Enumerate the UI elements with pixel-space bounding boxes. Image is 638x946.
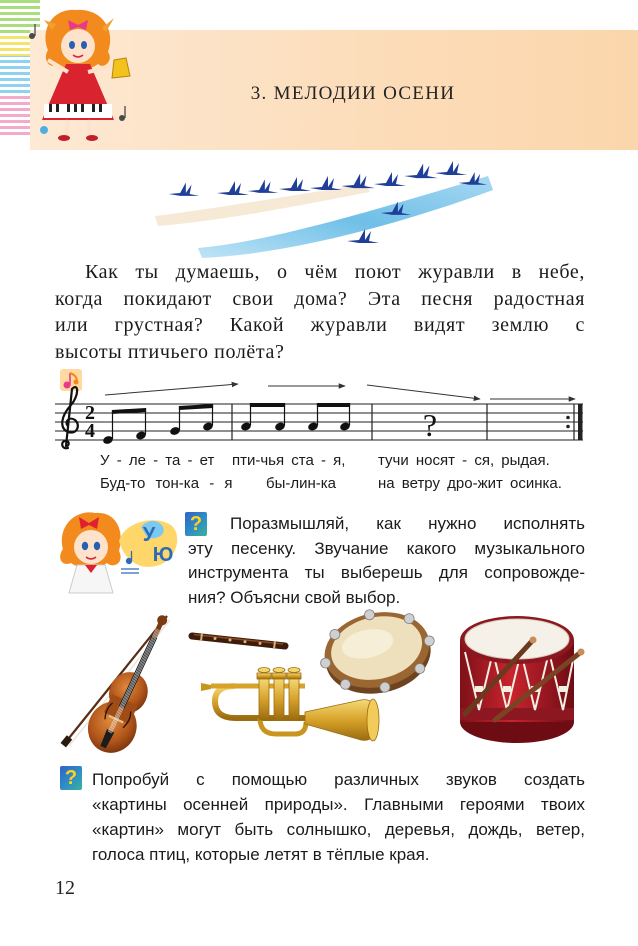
flying-cranes-icon	[150, 150, 495, 260]
page-number: 12	[55, 877, 75, 899]
lyric-fragment: бы-лин-ка	[266, 475, 337, 492]
question-icon: ?	[60, 766, 82, 790]
melody-direction-arrows	[105, 384, 575, 399]
question-line: голоса птиц, которые летят в тёплые края.	[92, 845, 430, 864]
treble-clef-icon	[62, 387, 78, 448]
badge-letter: Ю	[152, 544, 174, 566]
time-signature-bottom: 4	[85, 420, 95, 442]
crane-icon	[310, 176, 342, 190]
crane-icon	[374, 172, 406, 186]
music-staff	[50, 365, 595, 455]
girl-alphabet-icon	[55, 507, 183, 595]
violin-icon	[61, 606, 187, 761]
page-title: 3. МЕЛОДИИ ОСЕНИ	[250, 83, 456, 104]
crane-icon	[404, 163, 438, 178]
intro-paragraph	[55, 259, 585, 365]
arrow-up	[105, 384, 238, 395]
question-icon: ?	[185, 512, 207, 536]
question-line: инструмента ты выберешь для сопровожде-	[188, 563, 585, 582]
crane-icon	[169, 183, 199, 196]
intro-line: или грустная? Какой журавли видят землю с	[55, 314, 585, 336]
tambourine-icon	[312, 600, 443, 704]
arrow-down	[367, 385, 480, 399]
drum-icon	[460, 616, 585, 743]
question-line: «картины осенней природы». Главными героями твоих	[92, 795, 585, 814]
repeat-dot	[566, 416, 570, 420]
final-bar-thick	[578, 404, 583, 440]
question-line: эту песенку. Звучание какого музыкального	[188, 538, 585, 558]
question-line: Поразмышляй, как нужно исполнять	[230, 514, 585, 533]
badge-letter: У	[142, 524, 156, 546]
melody-notes	[102, 403, 351, 445]
intro-line: высоты птичьего полёта?	[55, 340, 285, 363]
question-line: «картин» могут быть солнышко, деревья, дождь, ветер,	[92, 820, 585, 839]
note-beam	[317, 403, 350, 407]
question-line: ния? Объясни свой выбор.	[188, 587, 401, 607]
intro-line: Как ты думаешь, о чём поют журавли в небе,	[85, 261, 585, 283]
question-line: Попробуй с помощью различных звуков создать	[92, 770, 585, 789]
girl-musician-icon	[18, 0, 138, 145]
crane-icon	[341, 173, 375, 188]
question-2-text	[92, 767, 585, 867]
lyric-fragment: У - ле - та - ет	[100, 452, 215, 469]
crane-icon	[279, 177, 311, 191]
lyric-fragment: тучи носят - ся, рыдая.	[378, 452, 550, 469]
crane-icon	[435, 161, 467, 175]
instruments-illustration	[55, 600, 595, 765]
flute-icon	[192, 633, 285, 649]
lyric-fragment: на ветру дро-жит осинка.	[378, 475, 562, 492]
crane-icon	[217, 181, 249, 195]
lyric-fragment: пти-чья ста - я,	[232, 452, 346, 469]
note-beam	[179, 404, 213, 410]
intro-line: когда покидают свои дома? Эта песня радостная	[55, 287, 585, 310]
missing-melody-mark: ?	[422, 407, 438, 443]
question-1-text	[188, 512, 585, 610]
time-signature-top: 2	[85, 402, 95, 424]
repeat-dot	[566, 425, 570, 429]
note-beam	[250, 403, 285, 407]
lyric-fragment: Буд-то тон-ка - я	[100, 475, 233, 492]
crane-icon	[248, 180, 278, 193]
